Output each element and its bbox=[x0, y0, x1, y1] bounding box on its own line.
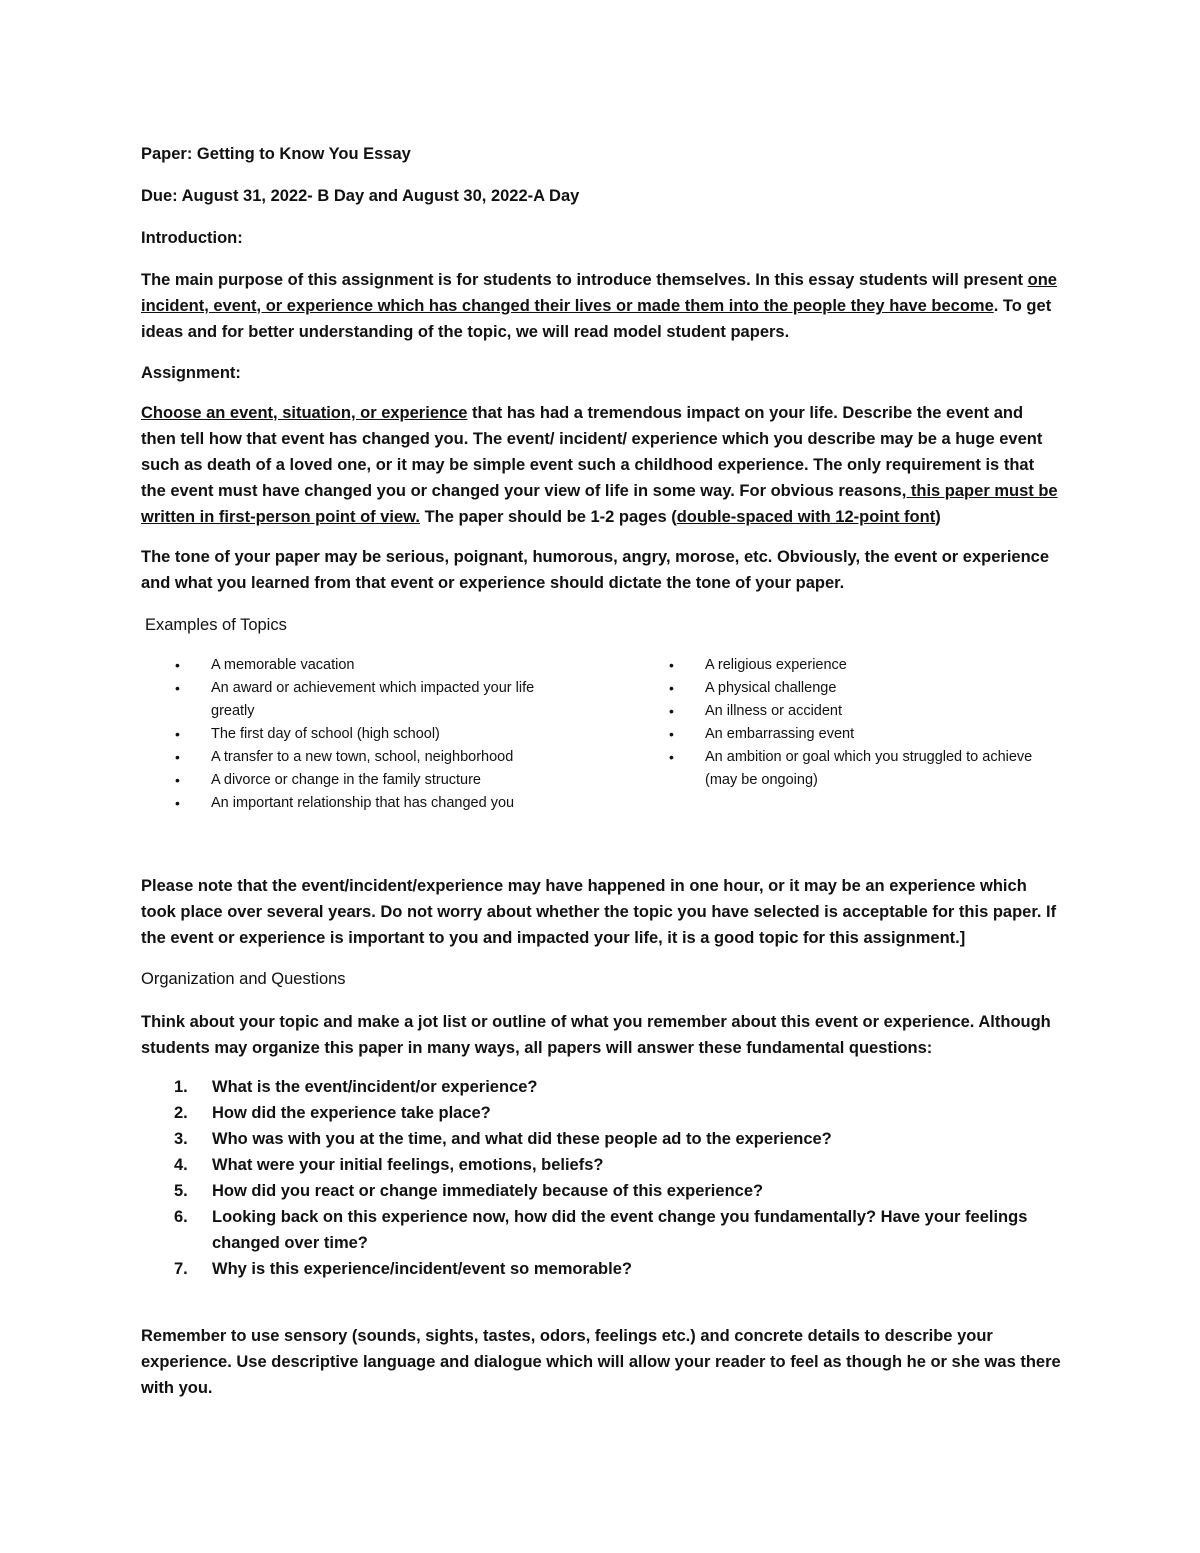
due-date: Due: August 31, 2022- B Day and August 30, 2022-A Day bbox=[141, 187, 580, 205]
question-text: Who was with you at the time, and what did these people ad to the experience? bbox=[212, 1130, 832, 1148]
list-item: • An embarrassing event bbox=[669, 723, 1059, 746]
assignment-underlined-3: double-spaced with 12-point font bbox=[676, 508, 936, 526]
list-item: • A physical challenge bbox=[669, 677, 1059, 700]
question-number: 2. bbox=[174, 1104, 188, 1122]
list-item: • An ambition or goal which you struggled to achieve (may be ongoing) bbox=[669, 746, 1059, 792]
topics-left-list bbox=[175, 654, 565, 815]
list-item: • A transfer to a new town, school, neighborhood bbox=[175, 746, 565, 769]
intro-text-b: . To get ideas and for better understanding of the topic, we will read model student papers. bbox=[141, 297, 1052, 341]
question-text: What is the event/incident/or experience? bbox=[212, 1078, 538, 1096]
closing-paragraph: Remember to use sensory (sounds, sights, tastes, odors, feelings etc.) and concrete details to describe your experience. Use descriptive language and dialogue which will allow your reader to feel as though he or she was there with you. bbox=[141, 1327, 1061, 1397]
list-item: • A memorable vacation bbox=[175, 654, 565, 677]
list-item: • An important relationship that has changed you bbox=[175, 792, 565, 815]
intro-underlined-text: one incident, event, or experience which has changed their lives or made them into the people they have become bbox=[141, 271, 1057, 315]
question-text: What were your initial feelings, emotions, beliefs? bbox=[212, 1156, 604, 1174]
assignment-text-3: ) bbox=[935, 508, 941, 526]
question-number: 3. bbox=[174, 1130, 188, 1148]
question-number: 5. bbox=[174, 1182, 188, 1200]
list-item: • The first day of school (high school) bbox=[175, 723, 565, 746]
list-item: • A divorce or change in the family structure bbox=[175, 769, 565, 792]
question-number: 4. bbox=[174, 1156, 188, 1174]
intro-text-a: The main purpose of this assignment is for students to introduce themselves. In this essay students will present bbox=[141, 271, 1028, 289]
list-item bbox=[174, 1100, 1054, 1126]
list-item bbox=[174, 1126, 1054, 1152]
question-number: 7. bbox=[174, 1260, 188, 1278]
list-item bbox=[174, 1074, 1054, 1100]
list-item bbox=[174, 1204, 1054, 1256]
note-paragraph: Please note that the event/incident/experience may have happened in one hour, or it may be an experience which took place over several years. Do not worry about whether the topic you have selected is acceptable for this paper. If the event or experience is important to you and impacted your life, it is a good topic for this assignment.] bbox=[141, 877, 1057, 947]
list-item bbox=[174, 1256, 1054, 1282]
question-text: Looking back on this experience now, how did the event change you fundamentally? Have your feelings changed over time? bbox=[212, 1208, 1028, 1252]
list-item bbox=[174, 1152, 1054, 1178]
question-text: Why is this experience/incident/event so memorable? bbox=[212, 1260, 632, 1278]
topics-heading: Examples of Topics bbox=[145, 616, 287, 634]
list-item: • An award or achievement which impacted your life greatly bbox=[175, 677, 565, 723]
topics-right-list bbox=[669, 654, 1059, 792]
introduction-heading: Introduction: bbox=[141, 229, 243, 247]
question-number: 6. bbox=[174, 1208, 188, 1226]
list-item bbox=[174, 1178, 1054, 1204]
organization-heading: Organization and Questions bbox=[141, 970, 346, 988]
assignment-underlined-2: , this paper must be written in first-person point of view. bbox=[141, 482, 1058, 526]
question-text: How did the experience take place? bbox=[212, 1104, 491, 1122]
assignment-heading: Assignment: bbox=[141, 364, 241, 382]
paper-title: Paper: Getting to Know You Essay bbox=[141, 145, 411, 163]
question-number: 1. bbox=[174, 1078, 188, 1096]
assignment-text-2: The paper should be 1-2 pages ( bbox=[419, 508, 677, 526]
tone-paragraph: The tone of your paper may be serious, poignant, humorous, angry, morose, etc. Obviously, the event or experience and what you learned from that event or experience should dictate the tone of your paper. bbox=[141, 548, 1050, 592]
list-item: • A religious experience bbox=[669, 654, 1059, 677]
assignment-underlined-1: Choose an event, situation, or experience bbox=[141, 404, 468, 422]
organization-intro: Think about your topic and make a jot list or outline of what you remember about this event or experience. Although students may organize this paper in many ways, all papers will answer these fundamental questions: bbox=[141, 1013, 1051, 1057]
assignment-text-1: that has had a tremendous impact on your life. Describe the event and then tell how that event has changed you. The event/ incident/ experience which you describe may be a huge event such as death of a loved one, or it may be simple event such a childhood experience. The only requirement is that the event must have changed you or changed your view of life in some way. For obvious reasons bbox=[141, 404, 1043, 500]
list-item: • An illness or accident bbox=[669, 700, 1059, 723]
assignment-paragraph bbox=[141, 400, 1061, 530]
introduction-paragraph bbox=[141, 267, 1061, 345]
question-text: How did you react or change immediately because of this experience? bbox=[212, 1182, 764, 1200]
questions-list bbox=[174, 1074, 1054, 1282]
